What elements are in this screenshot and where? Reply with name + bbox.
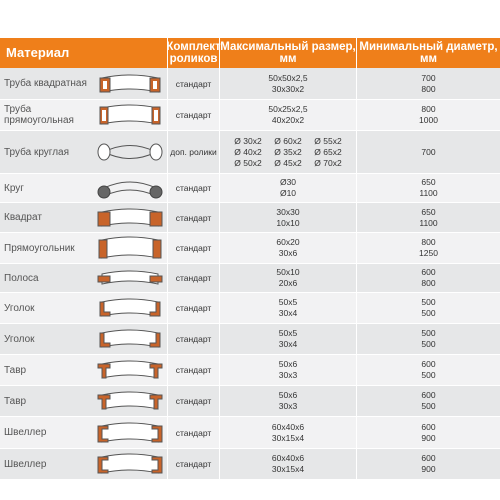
min-diameter-value: 1100 — [419, 217, 438, 228]
max-size-cell — [220, 417, 357, 448]
max-size-value: Ø 40x2 — [234, 146, 262, 157]
min-diameter-value: 600 — [421, 421, 436, 432]
rectangle-bar-icon — [93, 236, 167, 260]
header-rollers: Комплект роликов — [168, 38, 220, 68]
channel-icon — [93, 421, 167, 445]
table-row — [0, 233, 500, 264]
material-cell — [0, 100, 168, 130]
material-cell — [0, 131, 168, 173]
material-cell — [0, 324, 168, 354]
rollers-cell: доп. ролики — [168, 131, 220, 173]
round-bar-icon — [93, 176, 167, 200]
table-row — [0, 174, 500, 203]
square-bar-icon — [93, 206, 167, 230]
max-size-value: 50x5 — [278, 297, 298, 307]
material-name: Полоса — [4, 272, 39, 284]
angle-icon — [93, 327, 167, 351]
material-cell — [0, 233, 168, 263]
max-size-value: 50x50x2,5 — [268, 72, 308, 83]
rect-tube-icon — [93, 103, 167, 127]
rollers-cell: стандарт — [168, 449, 220, 479]
min-diameter-value: 800 — [421, 278, 436, 288]
material-cell — [0, 203, 168, 232]
max-size-value: 50x6 — [278, 359, 298, 369]
max-size-value: 30x3 — [278, 401, 298, 411]
max-size-value: 30x4 — [278, 308, 298, 318]
material-name: Труба круглая — [4, 146, 70, 158]
min-diameter-value: 500 — [421, 370, 436, 380]
max-size-cell — [220, 203, 357, 232]
material-name: Квадрат — [4, 212, 42, 223]
min-diameter-value: 500 — [421, 308, 436, 318]
rollers-cell: стандарт — [168, 324, 220, 354]
max-size-value: Ø30 — [279, 177, 297, 187]
min-diameter-value: 900 — [421, 432, 436, 443]
min-diameter-value: 800 — [421, 83, 436, 94]
rollers-cell: стандарт — [168, 355, 220, 385]
material-cell — [0, 449, 168, 479]
material-name: Тавр — [4, 395, 27, 407]
tee-icon — [93, 358, 167, 382]
min-diameter-cell — [357, 355, 500, 385]
header-max-size: Максимальный размер, мм — [220, 38, 357, 68]
header-material: Материал — [0, 38, 168, 68]
min-diameter-cell — [357, 68, 500, 99]
max-size-value: 20x6 — [278, 278, 298, 288]
min-diameter-value: 600 — [421, 453, 436, 463]
material-cell — [0, 264, 168, 292]
min-diameter-value: 1000 — [419, 115, 438, 125]
max-size-cell — [220, 68, 357, 99]
min-diameter-value: 1100 — [419, 188, 438, 198]
strip-icon — [93, 266, 167, 290]
max-size-cell — [220, 355, 357, 385]
table-row — [0, 386, 500, 417]
max-size-value: 10x10 — [276, 217, 300, 228]
max-size-value: 50x5 — [278, 328, 298, 338]
material-name: Уголок — [4, 302, 35, 314]
material-name: Швеллер — [4, 458, 47, 470]
max-size-cell — [220, 449, 357, 479]
max-size-value: Ø10 — [279, 188, 297, 198]
min-diameter-value: 700 — [421, 72, 436, 83]
max-size-value: Ø 30x2 — [234, 135, 262, 146]
max-size-value: 60x40x6 — [271, 421, 305, 432]
max-size-value: 50x10 — [276, 267, 300, 277]
rollers-cell: стандарт — [168, 264, 220, 292]
max-size-value: 40x20x2 — [271, 115, 305, 125]
min-diameter-value: 650 — [421, 206, 436, 217]
rollers-cell: стандарт — [168, 203, 220, 232]
min-diameter-value: 800 — [421, 104, 436, 114]
max-size-value: 30x30x2 — [271, 83, 305, 94]
min-diameter-value: 650 — [421, 177, 436, 187]
min-diameter-cell — [357, 449, 500, 479]
max-size-value: Ø 55x2 — [314, 135, 342, 146]
min-diameter-value: 600 — [421, 267, 436, 277]
rollers-cell: стандарт — [168, 100, 220, 130]
table-row — [0, 203, 500, 233]
material-name: Круг — [4, 182, 24, 194]
min-diameter-cell — [357, 293, 500, 323]
max-size-value: 50x25x2,5 — [268, 104, 308, 114]
material-name: Труба прямоугольная — [4, 104, 74, 126]
max-size-cell — [220, 324, 357, 354]
min-diameter-cell — [357, 174, 500, 202]
table-row — [0, 449, 500, 480]
max-size-value: 30x6 — [278, 248, 298, 258]
table-row — [0, 264, 500, 293]
max-size-value: Ø 65x2 — [314, 146, 342, 157]
min-diameter-value: 500 — [421, 401, 436, 411]
max-size-value: 30x3 — [278, 370, 298, 380]
rollers-cell: стандарт — [168, 417, 220, 448]
min-diameter-value: 500 — [421, 297, 436, 307]
min-diameter-cell — [357, 386, 500, 416]
max-size-value: Ø 70x2 — [314, 157, 342, 168]
material-name: Прямоугольник — [4, 242, 75, 254]
table-row — [0, 324, 500, 355]
max-size-value: 50x6 — [278, 390, 298, 400]
rollers-cell: стандарт — [168, 68, 220, 99]
min-diameter-value: 500 — [421, 339, 436, 349]
table-row — [0, 68, 500, 100]
min-diameter-cell — [357, 324, 500, 354]
angle-icon — [93, 296, 167, 320]
tee-icon — [93, 389, 167, 413]
max-size-value: 30x15x4 — [271, 464, 305, 474]
material-name: Уголок — [4, 333, 35, 345]
material-cell — [0, 386, 168, 416]
min-diameter-cell — [357, 417, 500, 448]
max-size-cell — [220, 131, 357, 173]
max-size-cell — [220, 100, 357, 130]
square-tube-icon — [93, 72, 167, 96]
table-row — [0, 100, 500, 131]
header-min-diameter: Минимальный диаметр, мм — [359, 41, 498, 65]
material-cell — [0, 174, 168, 202]
material-cell — [0, 355, 168, 385]
max-size-cell — [220, 386, 357, 416]
max-size-value: Ø 50x2 — [234, 157, 262, 168]
max-size-value: Ø 35x2 — [274, 146, 302, 157]
max-size-cell — [220, 293, 357, 323]
min-diameter-value: 600 — [421, 390, 436, 400]
max-size-value: Ø 45x2 — [274, 157, 302, 168]
min-diameter-value: 500 — [421, 328, 436, 338]
material-cell — [0, 417, 168, 448]
min-diameter-value: 800 — [421, 237, 436, 247]
max-size-value: 30x4 — [278, 339, 298, 349]
max-size-value: 60x20 — [276, 237, 300, 247]
table-header — [0, 38, 500, 68]
material-name: Тавр — [4, 364, 27, 376]
table-row — [0, 355, 500, 386]
channel-icon — [93, 452, 167, 476]
max-size-value: 30x15x4 — [271, 432, 305, 443]
min-diameter-cell — [357, 203, 500, 232]
min-diameter-cell — [357, 100, 500, 130]
material-name: Труба квадратная — [4, 78, 87, 89]
min-diameter-value: 700 — [421, 146, 436, 157]
table-body — [0, 68, 500, 480]
max-size-value: 30x30 — [276, 206, 300, 217]
rollers-cell: стандарт — [168, 233, 220, 263]
material-cell — [0, 68, 168, 99]
min-diameter-cell — [357, 264, 500, 292]
max-size-value: 60x40x6 — [271, 453, 305, 463]
rollers-cell: стандарт — [168, 174, 220, 202]
max-size-cell — [220, 174, 357, 202]
rollers-cell: стандарт — [168, 293, 220, 323]
table-row — [0, 131, 500, 174]
min-diameter-value: 900 — [421, 464, 436, 474]
round-tube-icon — [93, 137, 167, 167]
rollers-cell: стандарт — [168, 386, 220, 416]
min-diameter-value: 600 — [421, 359, 436, 369]
max-size-cell — [220, 233, 357, 263]
table-row — [0, 293, 500, 324]
max-size-cell — [220, 264, 357, 292]
table-row — [0, 417, 500, 449]
material-name: Швеллер — [4, 427, 47, 438]
min-diameter-cell — [357, 233, 500, 263]
min-diameter-cell — [357, 131, 500, 173]
material-cell — [0, 293, 168, 323]
min-diameter-value: 1250 — [419, 248, 438, 258]
max-size-value: Ø 60x2 — [274, 135, 302, 146]
